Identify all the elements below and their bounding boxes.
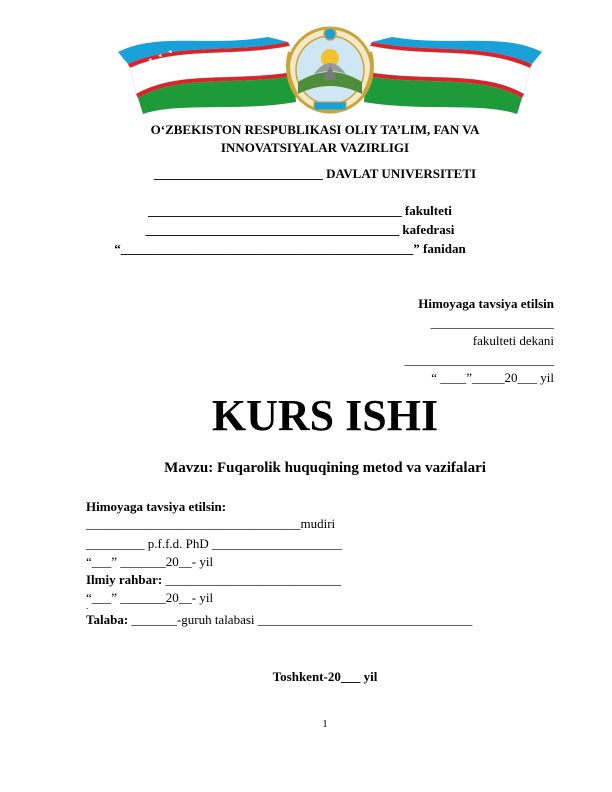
student-line bbox=[86, 612, 472, 628]
approval-title-right: Himoyaga tavsiya etilsin bbox=[418, 296, 554, 311]
approval-date-1: “___” _______20__- yil bbox=[86, 554, 214, 569]
advisor-line bbox=[86, 572, 341, 588]
student-blank: _______-guruh talabasi _________________________________ bbox=[128, 612, 473, 627]
faculty-blank: _______________________________________ bbox=[148, 203, 402, 218]
emblem-seal bbox=[288, 28, 372, 112]
state-emblem-icon bbox=[118, 22, 542, 114]
university-label: DAVLAT UNIVERSITETI bbox=[322, 166, 477, 181]
approval-title-left: Himoyaga tavsiya etilsin: bbox=[86, 499, 227, 514]
left-flag bbox=[118, 37, 296, 114]
emblem-banner bbox=[118, 22, 542, 114]
dean-date: “ ____”_____20___ yil bbox=[431, 370, 554, 385]
document-title: KURS ISHI bbox=[211, 391, 439, 440]
place-year: Toshkent-20___ yil bbox=[272, 669, 378, 684]
right-flag bbox=[364, 37, 542, 114]
university-line bbox=[100, 166, 530, 182]
dean-label: fakulteti dekani bbox=[472, 333, 554, 348]
phd-line: _________ p.f.f.d. PhD ____________________ bbox=[86, 536, 343, 551]
approval-date-2: “___” _______20__- yil bbox=[86, 590, 214, 605]
department-blank: _______________________________________ bbox=[145, 222, 400, 237]
page-number: 1 bbox=[322, 718, 328, 730]
faculty-label: fakulteti bbox=[401, 203, 452, 218]
dean-name-line: _______________________ bbox=[404, 352, 554, 367]
small-mark: - bbox=[86, 604, 89, 612]
ministry-line-1: O‘ZBEKISTON RESPUBLIKASI OLIY TA’LIM, FAN VA bbox=[150, 122, 480, 137]
topic-line: Mavzu: Fuqarolik huquqining metod va vazifalari bbox=[164, 460, 486, 476]
ministry-line-2: INNOVATSIYALAR VAZIRLIGI bbox=[220, 140, 410, 155]
department-label: kafedrasi bbox=[399, 222, 455, 237]
faculty-line bbox=[80, 203, 520, 219]
advisor-label: Ilmiy rahbar: bbox=[86, 572, 163, 587]
dean-signature-line: ___________________ bbox=[430, 315, 554, 330]
university-blank: __________________________ bbox=[153, 166, 323, 181]
subject-line: “_____________________________________________” fanidan bbox=[114, 241, 466, 256]
advisor-blank: ___________________________ bbox=[162, 572, 341, 587]
ministry-heading bbox=[100, 121, 530, 157]
head-of-department-line: _________________________________mudiri bbox=[86, 516, 336, 531]
student-label: Talaba: bbox=[86, 612, 129, 627]
department-line bbox=[80, 222, 520, 238]
